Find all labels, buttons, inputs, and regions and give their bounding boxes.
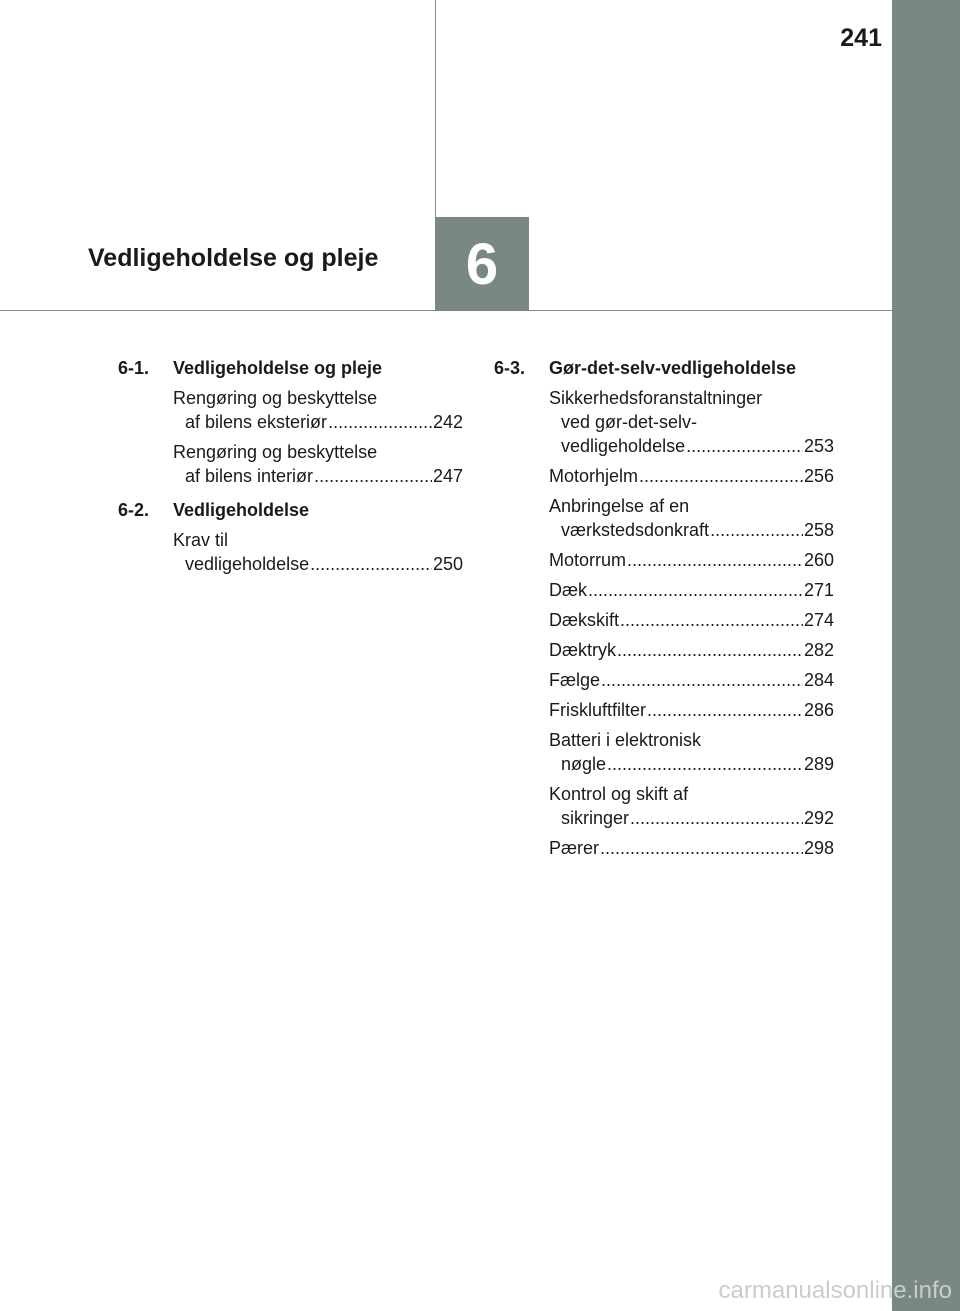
toc-entry-page: 282 <box>803 640 834 660</box>
toc-entry-label: værkstedsdonkraft <box>561 520 710 540</box>
toc-section-heading[interactable] <box>118 498 463 522</box>
toc-entry-label: Dæktryk <box>549 640 616 660</box>
toc-leader-dots <box>600 836 803 860</box>
toc-entry[interactable] <box>549 782 834 830</box>
toc-right-column <box>494 356 834 870</box>
toc-entry[interactable] <box>549 548 834 572</box>
toc-leader-dots <box>607 752 803 776</box>
toc-entry-label-line: Rengøring og beskyttelse <box>173 388 378 408</box>
toc-leader-dots <box>630 806 803 830</box>
toc-entry-page: 247 <box>432 466 463 486</box>
toc-entry-page: 258 <box>803 520 834 540</box>
toc-entry-page: 256 <box>803 466 834 486</box>
toc-entry-label: af bilens eksteriør <box>185 412 328 432</box>
toc-leader-dots <box>617 638 803 662</box>
toc-entry-label: Dæk <box>549 580 588 600</box>
toc-entry-page: 250 <box>432 554 463 574</box>
toc-leader-dots <box>601 668 803 692</box>
chapter-number-box <box>435 217 529 311</box>
watermark-text: carmanualsonline.info <box>718 1277 952 1304</box>
toc-leader-dots <box>647 698 803 722</box>
toc-section-heading[interactable] <box>494 356 834 380</box>
toc-leader-dots <box>328 410 432 434</box>
toc-entry-page: 286 <box>803 700 834 720</box>
toc-entry-page: 274 <box>803 610 834 630</box>
toc-leader-dots <box>314 464 432 488</box>
toc-entry-label: vedligeholdelse <box>185 554 310 574</box>
toc-entry[interactable] <box>549 638 834 662</box>
vertical-divider <box>435 0 436 217</box>
toc-leader-dots <box>627 548 803 572</box>
toc-entry-page: 292 <box>803 808 834 828</box>
toc-entry-label-line: Anbringelse af en <box>549 496 690 516</box>
toc-entry-label-line: Kontrol og skift af <box>549 784 689 804</box>
toc-section-title: Vedligeholdelse og pleje <box>173 358 383 378</box>
chapter-side-tab <box>892 0 960 1311</box>
toc-leader-dots <box>686 434 803 458</box>
toc-entry-label: Friskluftfilter <box>549 700 647 720</box>
toc-section-number: 6-1. <box>118 358 150 378</box>
toc-entry-page: 260 <box>803 550 834 570</box>
toc-entry[interactable] <box>549 668 834 692</box>
toc-entry-label-line: Batteri i elektronisk <box>549 730 702 750</box>
toc-entry-label-line: Krav til <box>173 530 229 550</box>
toc-section-heading[interactable] <box>118 356 463 380</box>
toc-entry-page: 289 <box>803 754 834 774</box>
toc-section-title: Gør-det-selv-vedligeholdelse <box>549 358 797 378</box>
toc-entry-label: Fælge <box>549 670 601 690</box>
toc-leader-dots <box>639 464 803 488</box>
toc-entry-label: af bilens interiør <box>185 466 314 486</box>
toc-entry-label: Motorrum <box>549 550 627 570</box>
toc-entry[interactable] <box>173 440 463 488</box>
toc-entry[interactable] <box>549 698 834 722</box>
chapter-title: Vedligeholdelse og pleje <box>88 244 379 272</box>
toc-section <box>118 498 463 576</box>
toc-entry-label: Dækskift <box>549 610 620 630</box>
toc-entry-label-line: ved gør-det-selv- <box>561 412 698 432</box>
toc-entry[interactable] <box>549 836 834 860</box>
toc-entry-label: Motorhjelm <box>549 466 639 486</box>
toc-entry-page: 298 <box>803 838 834 858</box>
toc-leader-dots <box>588 578 803 602</box>
toc-section-number: 6-2. <box>118 500 150 520</box>
toc-section <box>118 356 463 488</box>
toc-entry[interactable] <box>549 386 834 458</box>
toc-entry[interactable] <box>549 464 834 488</box>
toc-entry[interactable] <box>549 578 834 602</box>
toc-section-title: Vedligeholdelse <box>173 500 310 520</box>
chapter-number: 6 <box>465 231 499 297</box>
toc-entry[interactable] <box>549 494 834 542</box>
toc-entry-label: Pærer <box>549 838 600 858</box>
toc-entry-label: nøgle <box>561 754 607 774</box>
page-number: 241 <box>840 24 882 52</box>
toc-entry[interactable] <box>549 608 834 632</box>
toc-entry-label: sikringer <box>561 808 630 828</box>
toc-entry-page: 242 <box>432 412 463 432</box>
toc-entry-label-line: Rengøring og beskyttelse <box>173 442 378 462</box>
toc-entry[interactable] <box>173 528 463 576</box>
toc-section-number: 6-3. <box>494 358 526 378</box>
toc-section <box>494 356 834 860</box>
toc-entry-label: vedligeholdelse <box>561 436 686 456</box>
toc-entry[interactable] <box>549 728 834 776</box>
toc-leader-dots <box>310 552 432 576</box>
toc-entry-page: 284 <box>803 670 834 690</box>
toc-leader-dots <box>620 608 803 632</box>
toc-entry-page: 253 <box>803 436 834 456</box>
toc-entry-page: 271 <box>803 580 834 600</box>
toc-left-column <box>118 356 463 586</box>
toc-leader-dots <box>710 518 803 542</box>
toc-entry[interactable] <box>173 386 463 434</box>
toc-entry-label-line: Sikkerhedsforanstaltninger <box>549 388 763 408</box>
